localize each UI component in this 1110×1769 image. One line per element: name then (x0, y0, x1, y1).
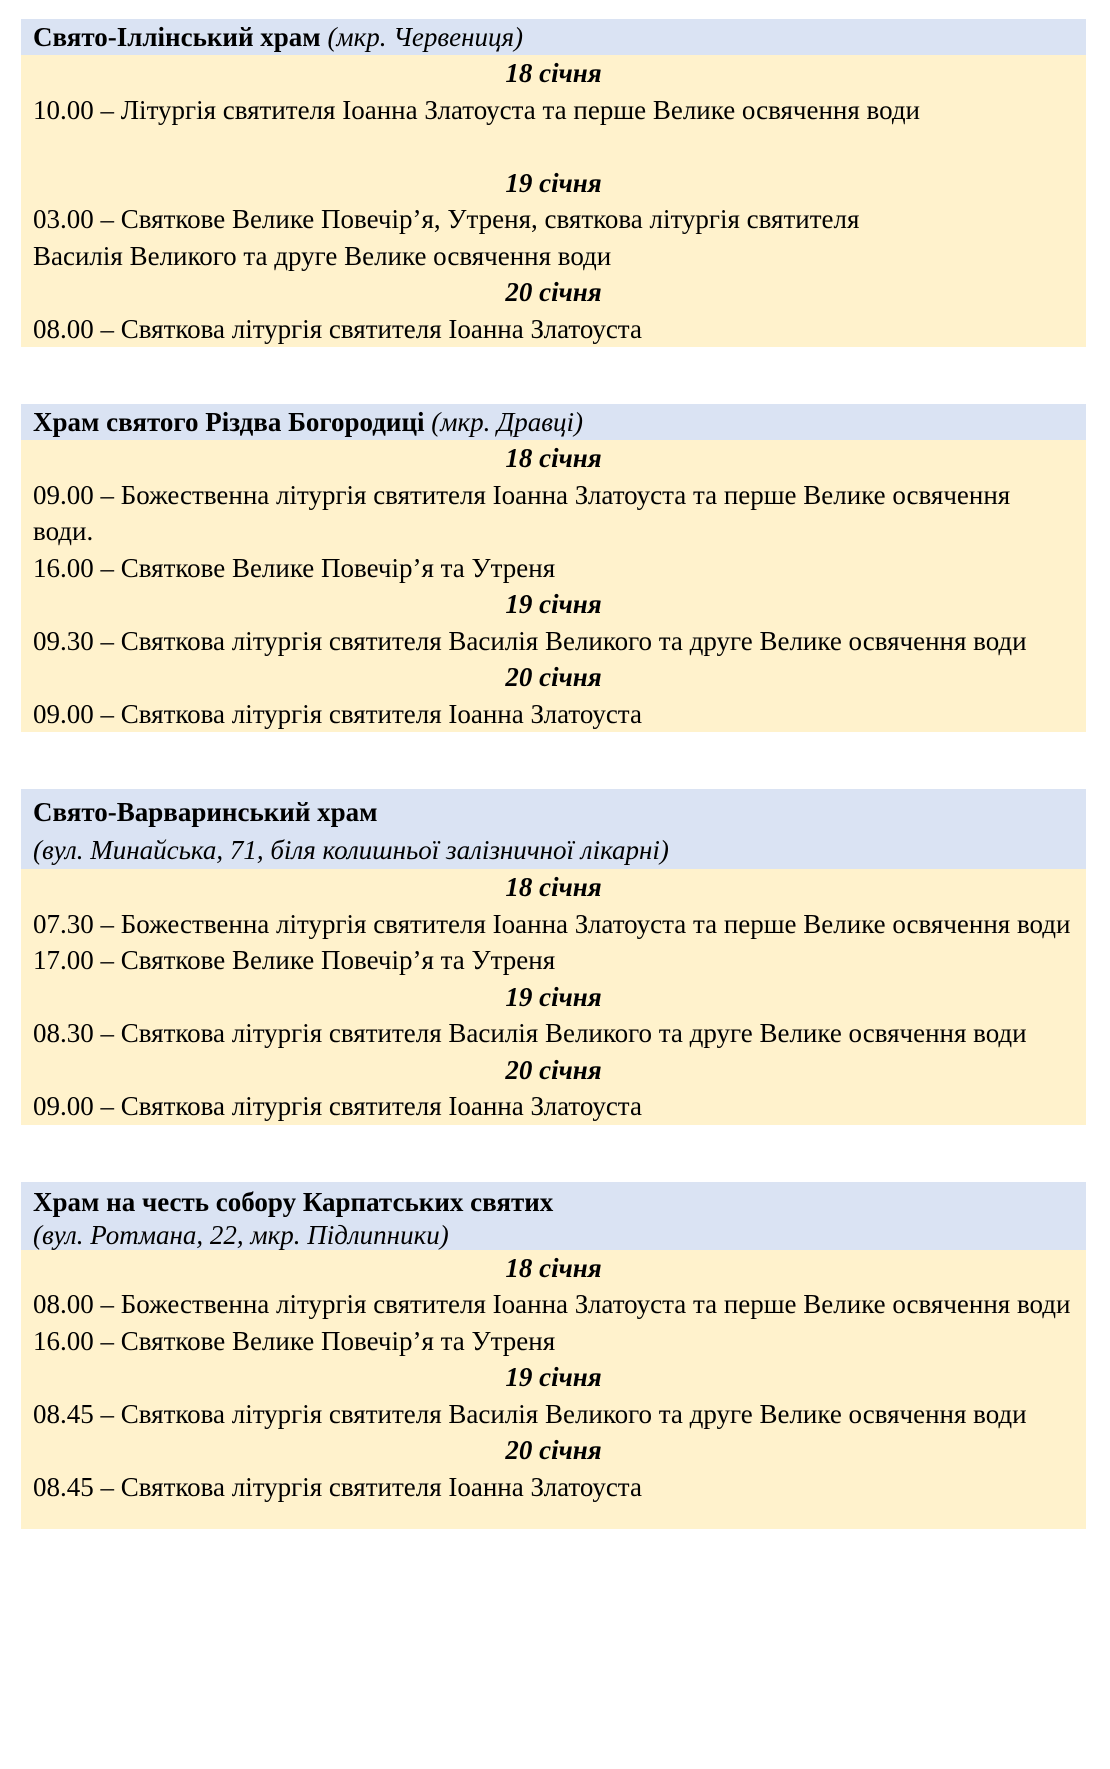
church-name: Свято-Варваринський храм (33, 797, 378, 827)
service-item: 09.00 – Святкова літургія святителя Іоанна Златоуста (33, 698, 642, 729)
schedule-document (21, 19, 1086, 1529)
service-date: 19 січня (505, 1362, 602, 1392)
church-schedule (21, 1250, 1086, 1506)
service-item: 07.30 – Божественна літургія святителя Іоанна Златоуста та перше Велике освячення води (33, 908, 1071, 939)
service-item: 17.00 – Святкове Велике Повечір’я та Утреня (33, 945, 556, 975)
church-block (21, 789, 1086, 1125)
church-block (21, 19, 1086, 347)
church-address: (вул. Ротмана, 22, мкр. Підлипники) (33, 1219, 449, 1250)
service-item: 08.30 – Святкова літургія святителя Василія Великого та друге Велике освячення води (33, 1018, 1027, 1048)
church-block (21, 404, 1086, 732)
service-item: 08.00 – Святкова літургія святителя Іоанна Златоуста (33, 313, 642, 344)
service-item: 03.00 – Святкове Велике Повечір’я, Утреня, святкова літургія святителя Василія Великого та друге Велике освячення води (33, 204, 860, 271)
service-date: 18 січня (505, 58, 602, 88)
service-item: 08.45 – Святкова літургія святителя Василія Великого та друге Велике освячення води (33, 1398, 1027, 1429)
service-date: 20 січня (505, 1435, 602, 1465)
church-address: (вул. Минайська, 71, біля колишньої залізничної лікарні) (33, 835, 669, 865)
service-date: 18 січня (505, 443, 602, 473)
service-item: 09.00 – Божественна літургія святителя Іоанна Златоуста та перше Велике освячення води. (33, 479, 1011, 546)
service-date: 19 січня (505, 589, 602, 619)
church-name: Храм святого Різдва Богородиці (33, 407, 425, 437)
service-item: 16.00 – Святкове Велике Повечір’я та Утреня (33, 552, 556, 583)
service-item: 10.00 – Літургія святителя Іоанна Златоуста та перше Велике освячення води (33, 94, 921, 125)
service-date: 18 січня (505, 1252, 602, 1283)
church-schedule (21, 869, 1086, 1125)
service-date: 19 січня (505, 167, 602, 198)
church-name: Храм на честь собору Карпатських святих (33, 1186, 554, 1217)
service-date: 20 січня (505, 1054, 602, 1085)
church-header (21, 19, 1086, 55)
service-item: 08.00 – Божественна літургія святителя Іоанна Златоуста та перше Велике освячення води (33, 1289, 1071, 1319)
church-name: Свято-Іллінський храм (33, 22, 321, 52)
service-date: 18 січня (505, 872, 602, 902)
church-header (21, 1182, 1086, 1250)
church-block (21, 1182, 1086, 1530)
service-item: 09.30 – Святкова літургія святителя Василія Великого та друге Велике освячення води (33, 625, 1027, 656)
service-item: 16.00 – Святкове Велике Повечір’я та Утреня (33, 1325, 556, 1356)
service-date: 20 січня (505, 662, 602, 692)
church-address: (мкр. Червениця) (327, 22, 524, 52)
service-item: 08.45 – Святкова літургія святителя Іоанна Златоуста (33, 1471, 642, 1502)
service-date: 20 січня (505, 277, 602, 307)
church-header (21, 789, 1086, 869)
church-schedule (21, 440, 1086, 732)
church-schedule (21, 55, 1086, 347)
service-item: 09.00 – Святкова літургія святителя Іоанна Златоуста (33, 1091, 642, 1121)
church-header (21, 404, 1086, 440)
service-date: 19 січня (505, 981, 602, 1012)
church-address: (мкр. Дравці) (431, 407, 584, 437)
